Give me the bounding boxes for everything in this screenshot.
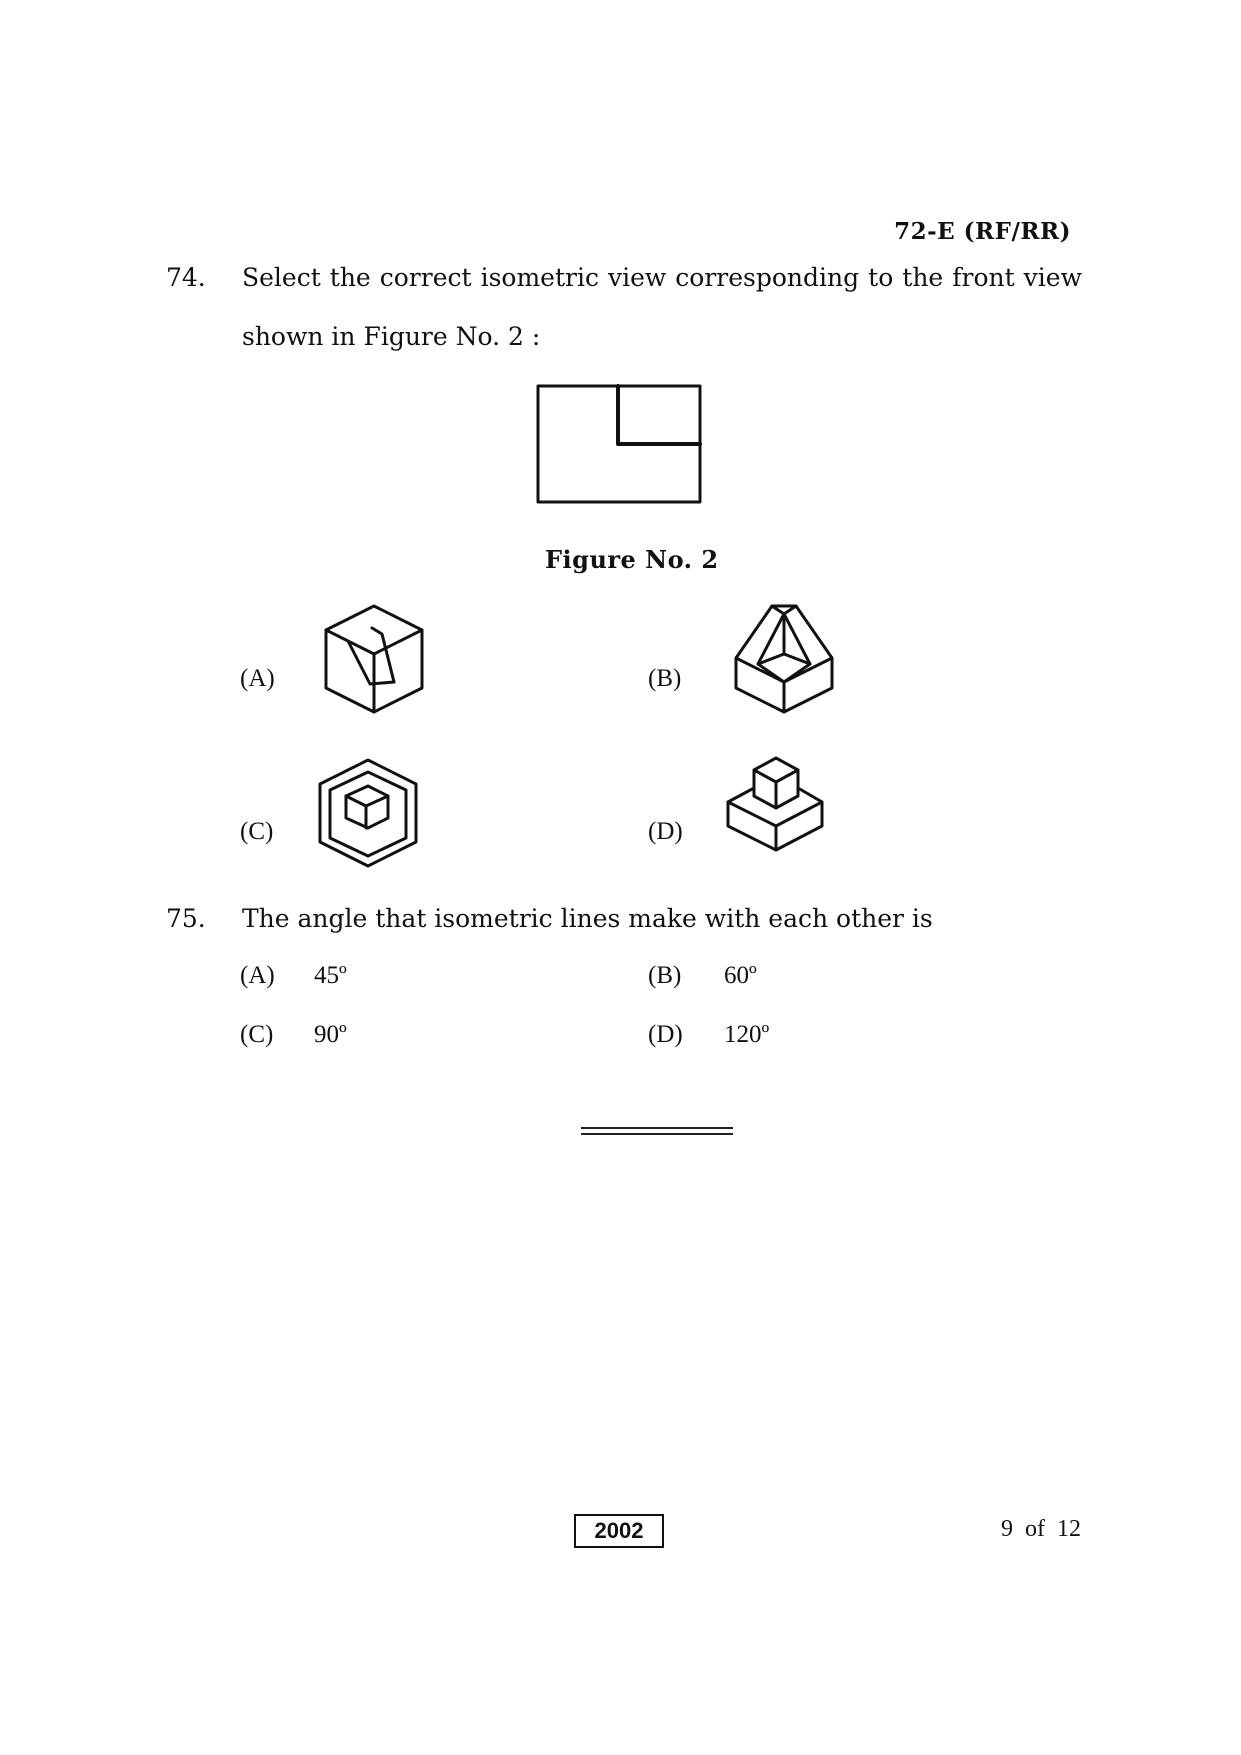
isometric-option-c-icon <box>318 758 418 870</box>
front-view-figure <box>536 384 706 506</box>
q75-option-c-value: 90º <box>314 1021 347 1048</box>
q74-option-c-label: (C) <box>240 818 274 845</box>
paper-code: 72-E (RF/RR) <box>894 218 1071 245</box>
section-divider-top <box>581 1127 733 1129</box>
q74-option-b-label: (B) <box>648 665 682 692</box>
q74-option-a-label: (A) <box>240 665 275 692</box>
isometric-option-a-icon <box>324 604 424 716</box>
isometric-option-d-icon <box>726 756 826 868</box>
question-75-text: The angle that isometric lines make with each other is <box>242 904 933 933</box>
q75-option-a-value: 45º <box>314 962 347 989</box>
footer-code-box: 2002 <box>574 1514 664 1548</box>
q75-option-d-value: 120º <box>724 1021 770 1048</box>
question-number-75: 75. <box>166 904 206 933</box>
page-number: 9 of 12 <box>1001 1516 1081 1542</box>
question-74-text-line2: shown in Figure No. 2 : <box>242 322 541 351</box>
question-74-text-line1: Select the correct isometric view corresponding to the front view <box>242 263 1082 292</box>
q75-option-b-label: (B) <box>648 962 682 989</box>
q74-option-d-label: (D) <box>648 818 683 845</box>
isometric-option-b-icon <box>734 604 834 716</box>
section-divider-bottom <box>581 1133 733 1135</box>
q75-option-c-label: (C) <box>240 1021 274 1048</box>
q75-option-b-value: 60º <box>724 962 757 989</box>
question-number-74: 74. <box>166 263 206 292</box>
q75-option-a-label: (A) <box>240 962 275 989</box>
q75-option-d-label: (D) <box>648 1021 683 1048</box>
figure-caption: Figure No. 2 <box>545 545 719 574</box>
